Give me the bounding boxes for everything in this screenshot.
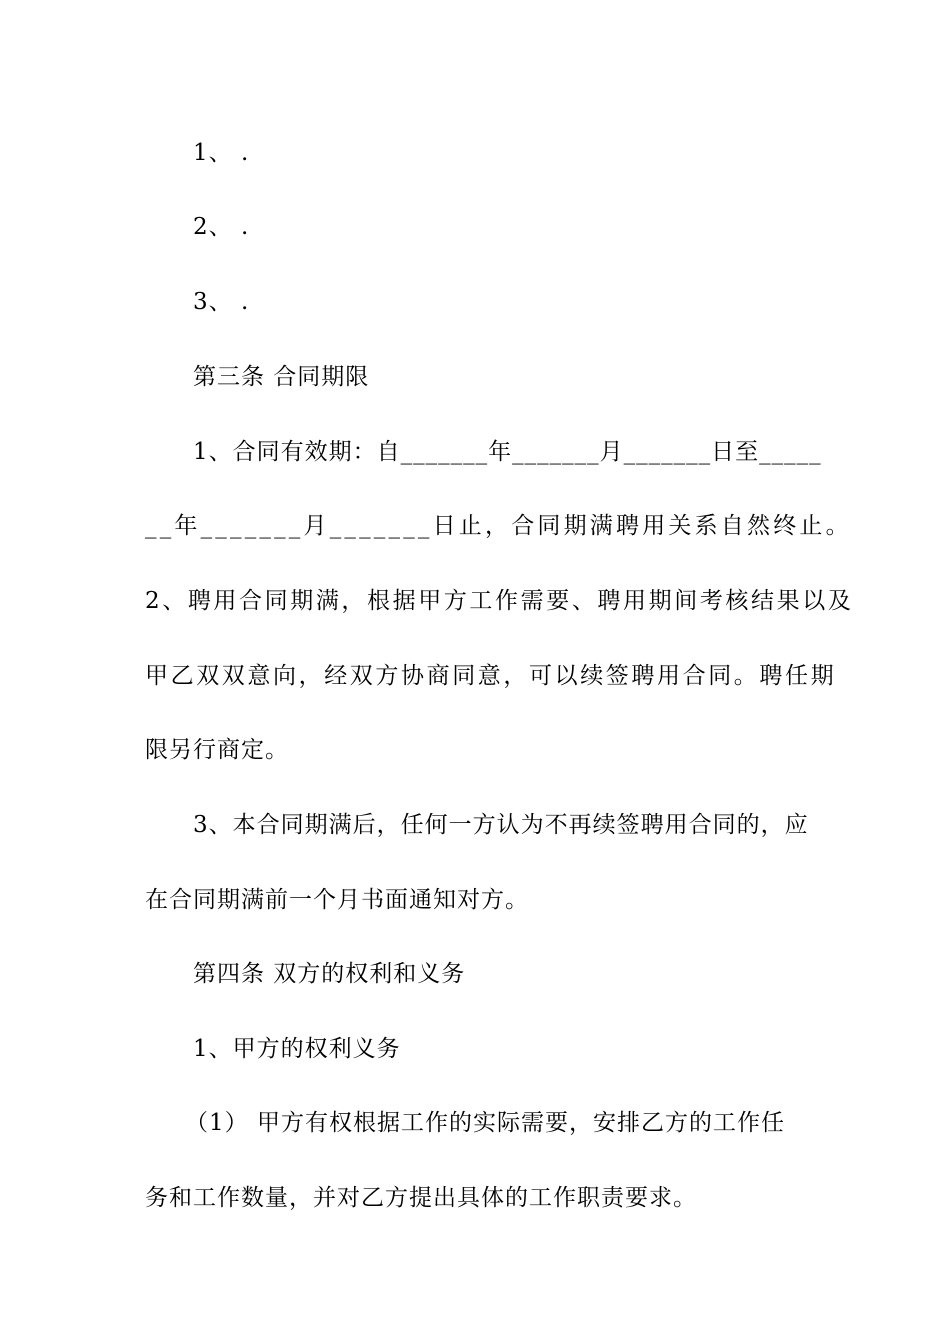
paragraph-line: 务和工作数量，并对乙方提出具体的工作职责要求。	[145, 1185, 697, 1211]
paragraph-line: __年_______月_______日止，合同期满聘用关系自然终止。	[145, 513, 852, 539]
paragraph-line: 2、聘用合同期满，根据甲方工作需要、聘用期间考核结果以及	[145, 588, 854, 614]
paragraph-line: 在合同期满前一个月书面通知对方。	[145, 887, 529, 913]
paragraph-line: 1、合同有效期：自_______年_______月_______日至_____	[193, 439, 822, 465]
paragraph-line: 甲乙双双意向，经双方协商同意，可以续签聘用合同。聘任期	[145, 663, 837, 689]
paragraph-line: 3、本合同期满后，任何一方认为不再续签聘用合同的，应	[193, 812, 809, 838]
sub-heading: 1、甲方的权利义务	[193, 1036, 401, 1062]
list-item-2: 2、 .	[193, 214, 250, 240]
list-item-1: 1、 .	[193, 140, 250, 166]
article-3-heading: 第三条 合同期限	[193, 364, 370, 390]
list-item-3: 3、 .	[193, 289, 250, 315]
article-4-heading: 第四条 双方的权利和义务	[193, 961, 466, 987]
paragraph-line: 限另行商定。	[145, 737, 289, 763]
paragraph-line: （1） 甲方有权根据工作的实际需要，安排乙方的工作任	[185, 1110, 785, 1136]
